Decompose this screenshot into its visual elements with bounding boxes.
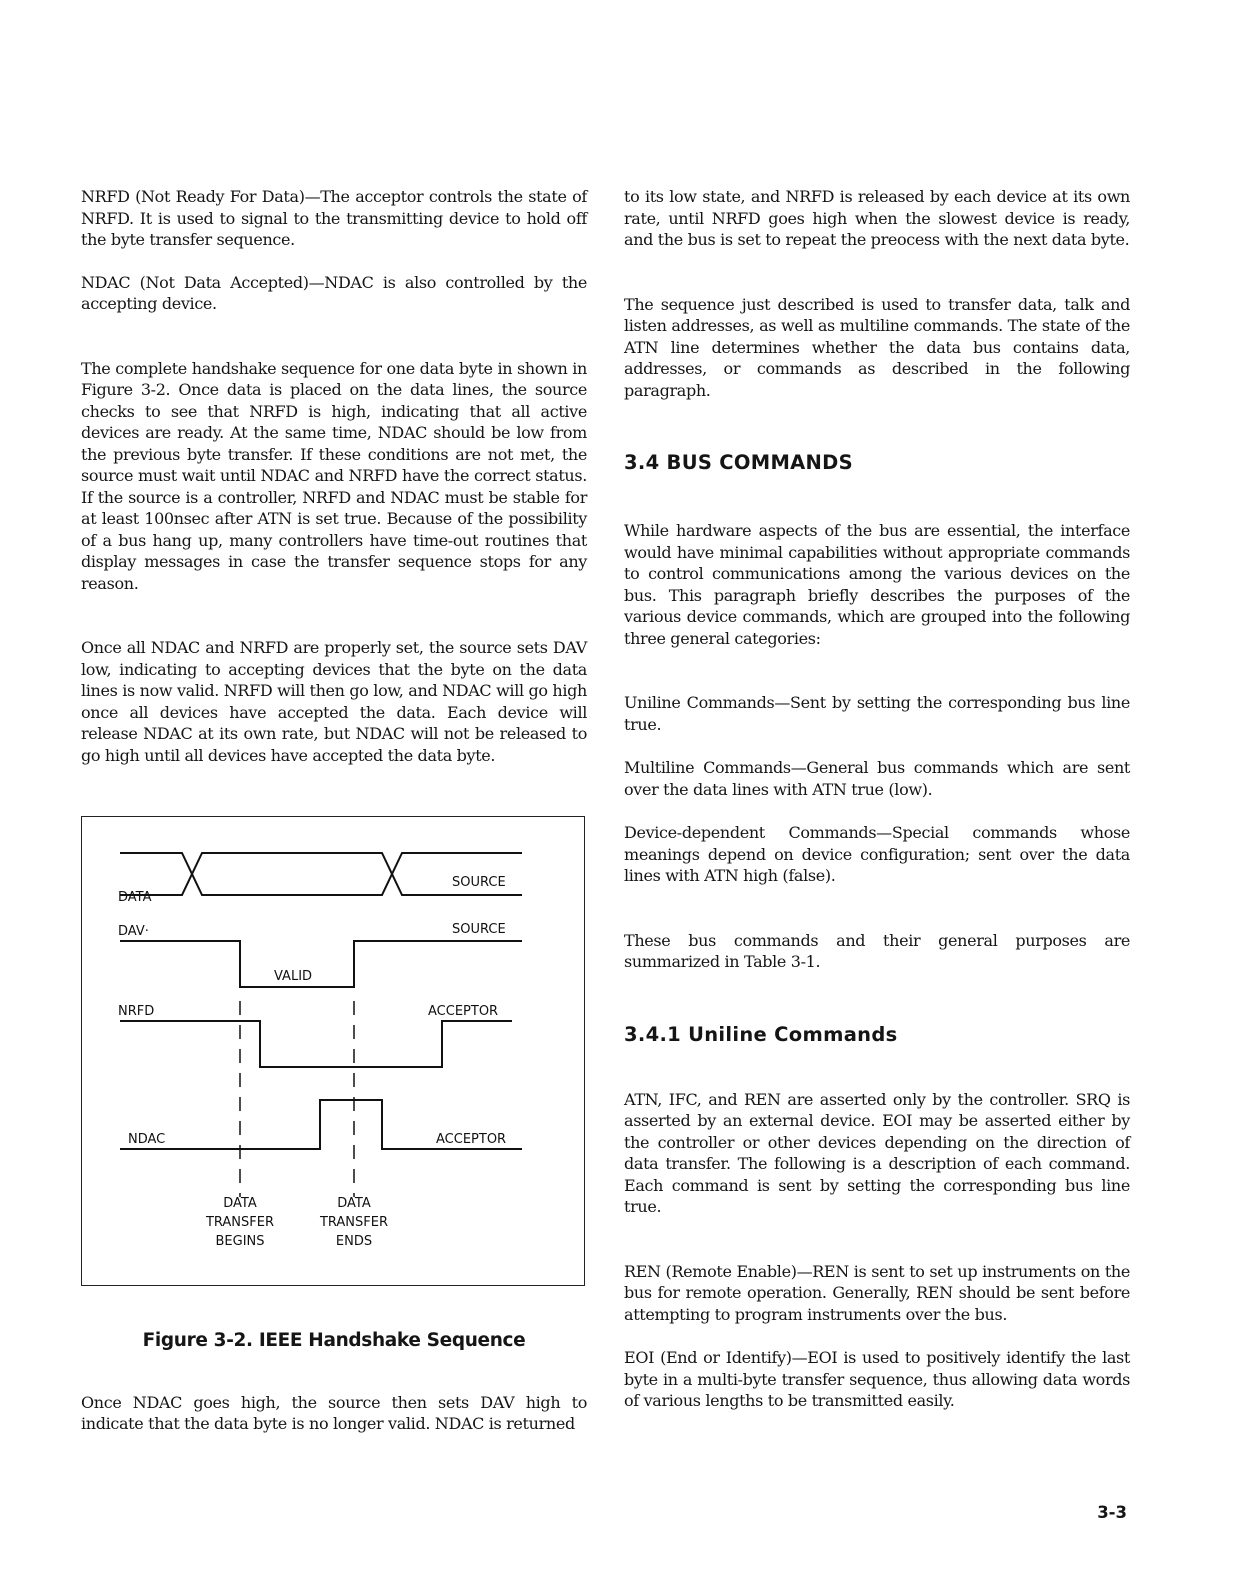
nrfd-label: NRFD bbox=[118, 1004, 155, 1019]
eoi-paragraph: EOI (End or Identify)—EOI is used to positively identify the last byte in a multi-byte transfer sequence, thus allowing data words of various lengths to be transmitted easily. bbox=[624, 1348, 1130, 1410]
right-column bbox=[624, 186, 1130, 1412]
acceptor-label-2: ACCEPTOR bbox=[436, 1132, 507, 1147]
begins-label-1: DATA bbox=[223, 1196, 257, 1211]
handshake-timing-diagram bbox=[82, 817, 584, 1285]
table-reference-paragraph: These bus commands and their general purposes are summarized in Table 3-1. bbox=[624, 930, 1130, 971]
device-dependent-summary: Device-dependent Commands—Special commands whose meanings depend on device configuration; sent over the data lines with ATN high (false). bbox=[624, 823, 1130, 885]
data-signal-line bbox=[120, 853, 240, 895]
dav-label: DAV· bbox=[118, 924, 149, 939]
continuation-paragraph: to its low state, and NRFD is released by each device at its own rate, until NRFD goes high when the slowest device is ready, and the bus is set to repeat the preocess with the next data byte. bbox=[624, 187, 1130, 249]
source-label-1: SOURCE bbox=[452, 875, 506, 890]
uniline-description: ATN, IFC, and REN are asserted only by the controller. SRQ is asserted by an external device. EOI may be asserted either by the controller or other devices depending on the direction of data transfer. The following is a description of each command. Each command is sent by setting the corresponding bus line true. bbox=[624, 1089, 1130, 1216]
ndac-label: NDAC bbox=[128, 1132, 166, 1147]
multiline-summary: Multiline Commands—General bus commands which are sent over the data lines with ATN true (low). bbox=[624, 758, 1130, 799]
nrfd-paragraph: NRFD (Not Ready For Data)—The acceptor controls the state of NRFD. It is used to signal to the transmitting device to hold off the byte transfer sequence. bbox=[81, 187, 587, 249]
ren-paragraph: REN (Remote Enable)—REN is sent to set up instruments on the bus for remote operation. Generally, REN should be sent before attempting to program instruments over the bus. bbox=[624, 1261, 1130, 1324]
sequence-paragraph: The sequence just described is used to transfer data, talk and listen addresses, as well as multiline commands. The state of the ATN line determines whether the data bus contains data, addresses, or commands as described in the following paragraph. bbox=[624, 294, 1130, 400]
acceptor-label-1: ACCEPTOR bbox=[428, 1004, 499, 1019]
ends-label-3: ENDS bbox=[335, 1234, 373, 1249]
data-label: DATA bbox=[118, 890, 152, 905]
ndac-paragraph: NDAC (Not Data Accepted)—NDAC is also controlled by the accepting device. bbox=[81, 272, 587, 313]
bus-commands-intro: While hardware aspects of the bus are essential, the interface would have minimal capabilities without appropriate commands to control communications among the various devices on the bus. This paragraph briefly describes the purposes of the various device commands, which are grouped into the following three general categories: bbox=[624, 521, 1130, 648]
handshake-paragraph: The complete handshake sequence for one data byte in shown in Figure 3-2. Once data is placed on the data lines, the source checks to see that NRFD is high, indicating that all active devices are ready. At the same time, NDAC should be low from the previous byte transfer. If these conditions are not met, the source must wait until NDAC and NRFD have the correct status. If the source is a controller, NRFD and NDAC must be stable for at least 100nsec after ATN is set true. Because of the possibility of a bus hang up, many controllers have time-out routines that display messages in case the transfer sequence stops for any reason. bbox=[81, 358, 587, 593]
valid-label: VALID bbox=[274, 969, 313, 984]
nrfd-signal-line bbox=[120, 1021, 512, 1067]
dav-paragraph: Once all NDAC and NRFD are properly set, the source sets DAV low, indicating to accepting devices that the byte on the data lines is now valid. NRFD will then go low, and NDAC will go high once all devices have accepted the data. Each device will release NDAC at its own rate, but NDAC will not be released to go high until all devices have accepted the data byte. bbox=[81, 638, 587, 765]
section-heading-uniline: 3.4.1 Uniline Commands bbox=[624, 1022, 898, 1046]
uniline-summary: Uniline Commands—Sent by setting the corresponding bus line true. bbox=[624, 693, 1130, 734]
section-heading-bus-commands: 3.4 BUS COMMANDS bbox=[624, 451, 854, 474]
handshake-figure bbox=[81, 816, 585, 1286]
ends-label-2: TRANSFER bbox=[319, 1215, 389, 1230]
figure-caption: Figure 3-2. IEEE Handshake Sequence bbox=[142, 1330, 526, 1351]
ndac-high-paragraph: Once NDAC goes high, the source then sets DAV high to indicate that the data byte is no longer valid. NDAC is returned bbox=[81, 1392, 587, 1433]
source-label-2: SOURCE bbox=[452, 922, 506, 937]
page-number: 3-3 bbox=[1097, 1503, 1127, 1522]
left-column bbox=[81, 186, 587, 1435]
begins-label-3: BEGINS bbox=[215, 1234, 265, 1249]
begins-label-2: TRANSFER bbox=[205, 1215, 275, 1230]
dav-signal-line bbox=[120, 941, 522, 987]
ends-label-1: DATA bbox=[337, 1196, 371, 1211]
